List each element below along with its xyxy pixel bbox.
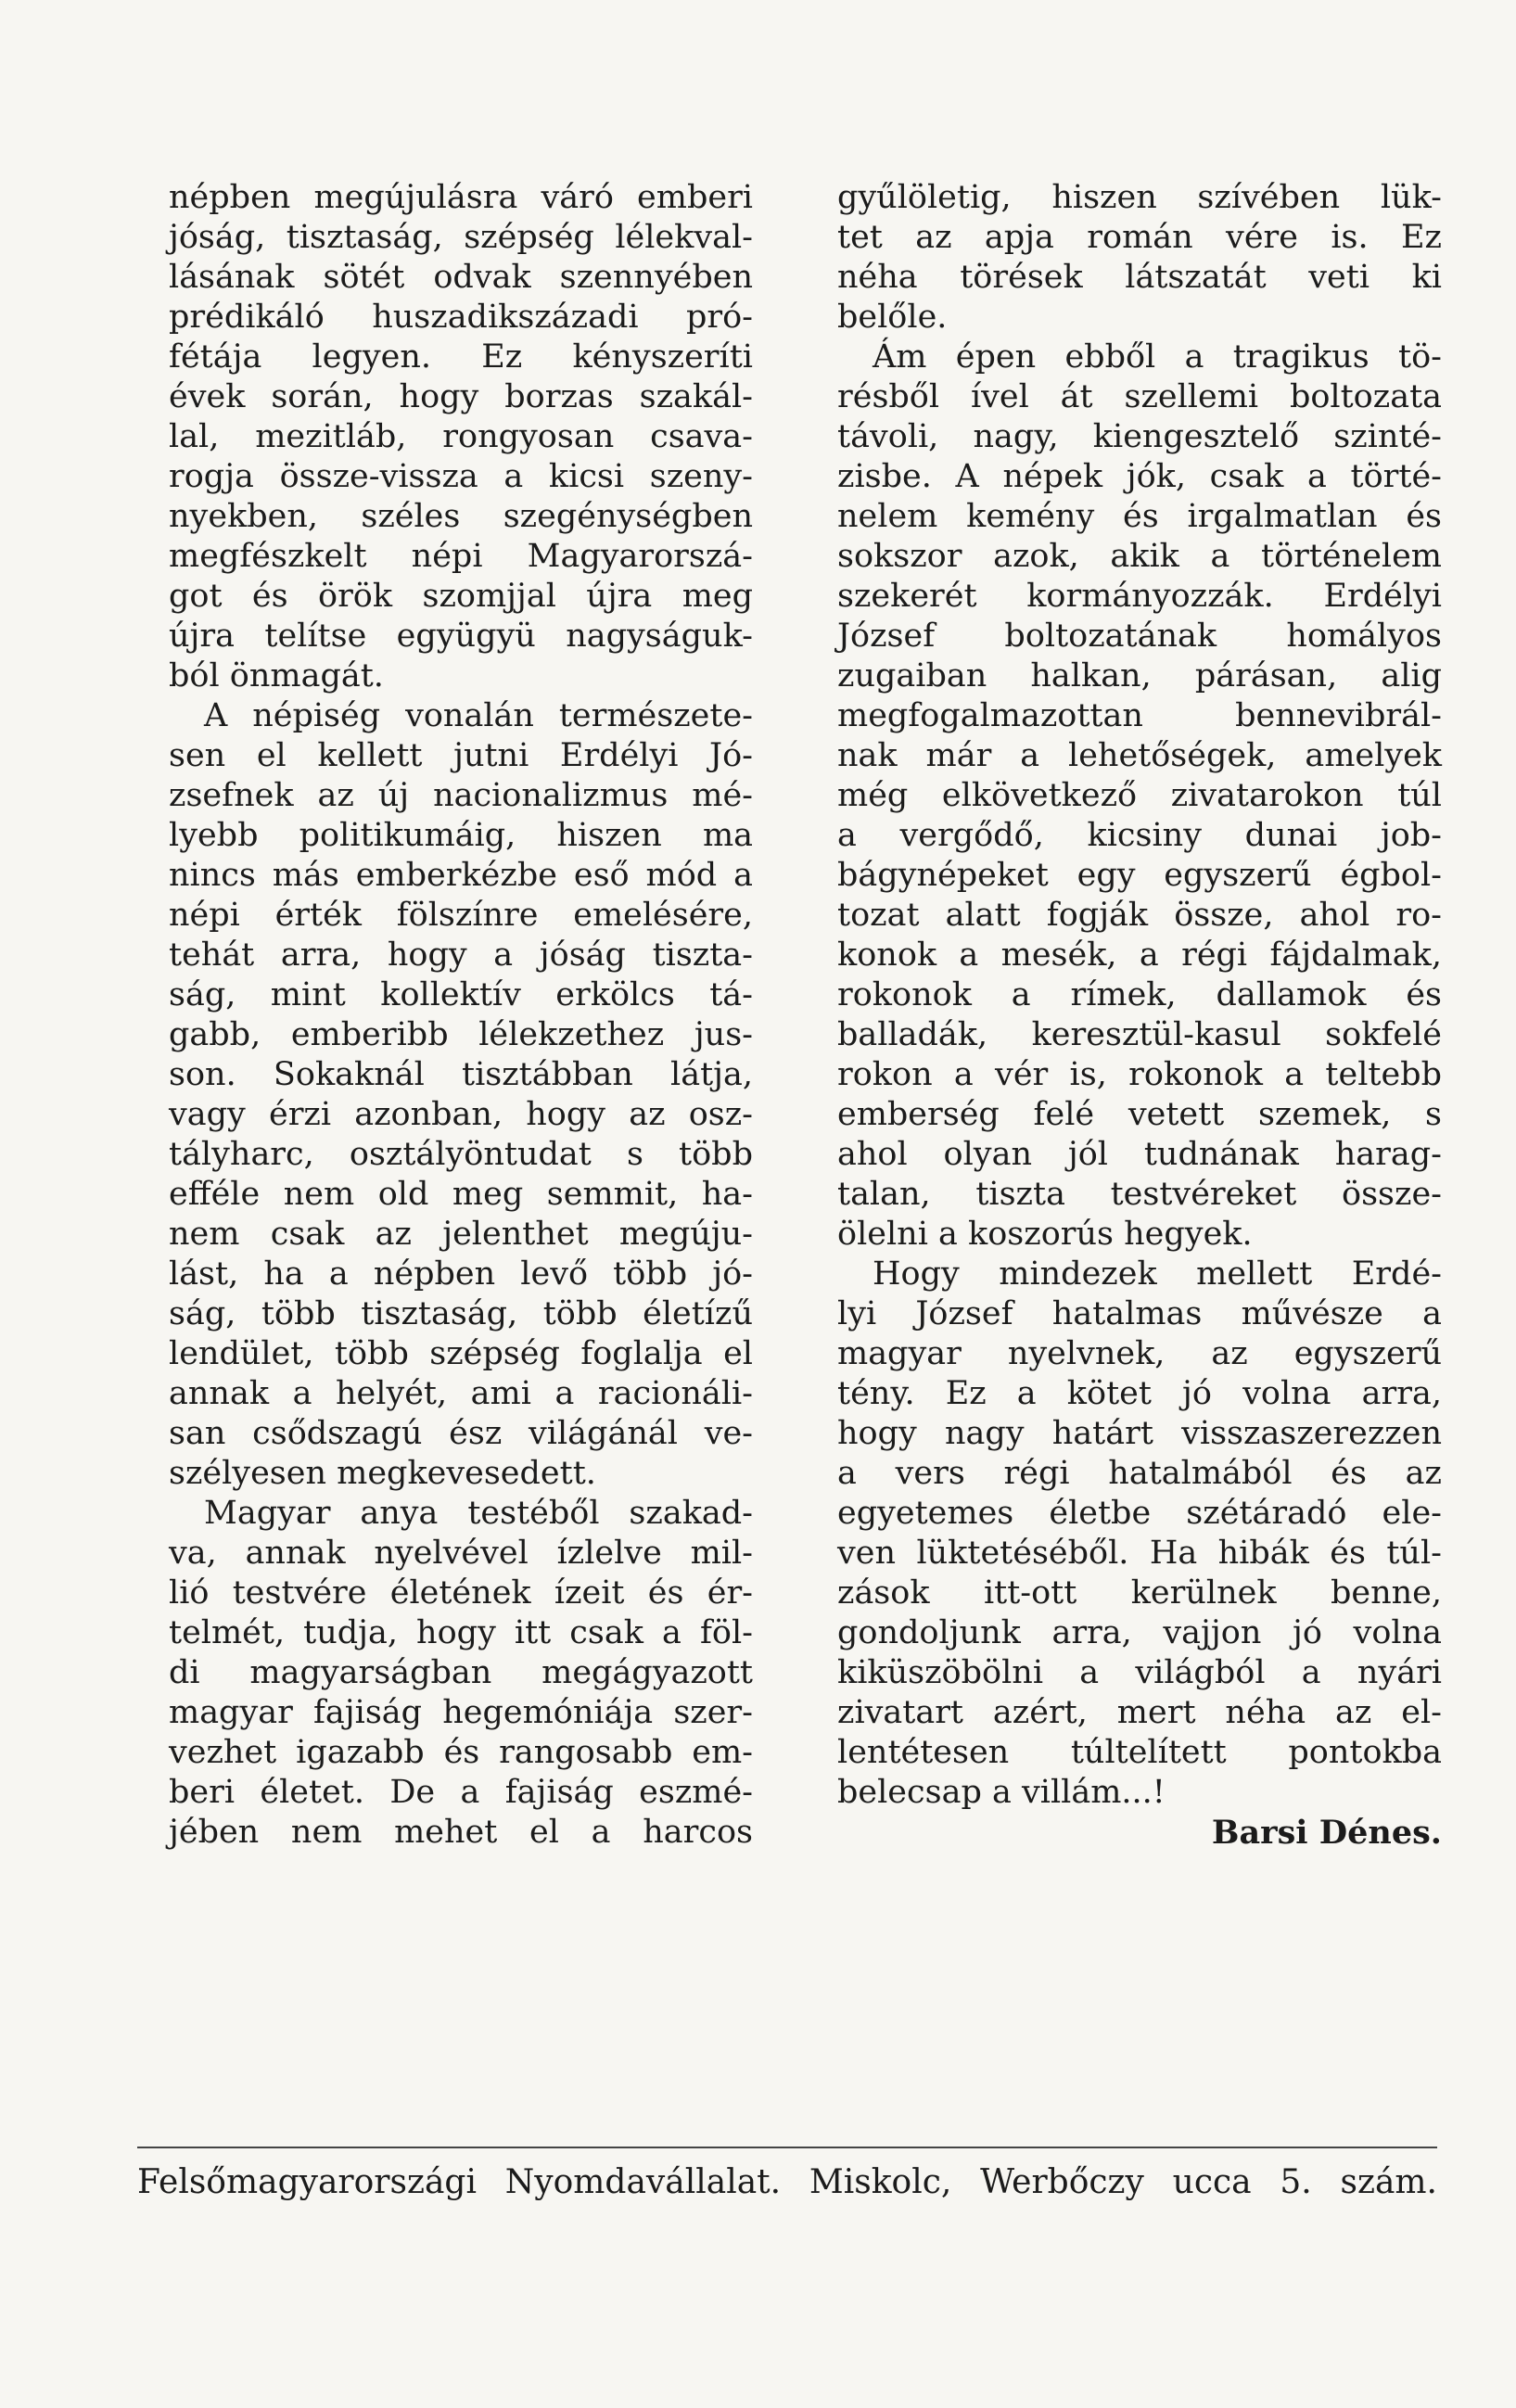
text-line: nak már a lehetőségek, amelyek [837,737,1442,774]
text-line: ság, mint kollektív erkölcs tá- [169,976,753,1013]
text-line: zisbe. A népek jók, csak a törté- [837,458,1442,495]
text-line: prédikáló huszadikszázadi pró- [169,299,753,336]
text-line: got és örök szomjjal újra meg [169,578,753,615]
text-line: belőle. [837,299,948,336]
text-line: szélyesen megkevesedett. [169,1455,596,1492]
text-line: ból önmagát. [169,657,384,694]
text-line: rokon a vér is, rokonok a teltebb [837,1056,1442,1093]
text-line: ság, több tisztaság, több életízű [169,1295,753,1332]
text-line: nincs más emberkézbe eső mód a [169,857,753,894]
text-line: Hogy mindezek mellett Erdé- [873,1255,1442,1293]
text-line: tályharc, osztályöntudat s több [169,1136,753,1173]
text-line: zások itt-ott kerülnek benne, [837,1574,1442,1612]
text-line: megfogalmazottan bennevibrál- [837,697,1442,734]
text-line: vagy érzi azonban, hogy az osz- [169,1096,753,1133]
text-line: lendület, több szépség foglalja el [169,1335,753,1372]
text-line: résből ível át szellemi boltozata [837,378,1442,415]
text-line: jében nem mehet el a harcos [169,1814,753,1851]
text-line: ölelni a koszorús hegyek. [837,1216,1253,1253]
text-line: zugaiban halkan, párásan, alig [837,657,1442,694]
text-line: rogja össze-vissza a kicsi szeny- [169,458,753,495]
text-line: Ám épen ebből a tragikus tö- [873,338,1442,376]
text-line: zivatart azért, mert néha az el- [837,1694,1442,1731]
text-line: magyar fajiság hegemóniája szer- [169,1694,753,1731]
text-line: néha törések látszatát veti ki [837,259,1442,296]
text-line: tozat alatt fogják össze, ahol ro- [837,897,1442,934]
text-line: gyűlöletig, hiszen szívében lük- [837,179,1442,216]
left-column [169,178,753,1853]
text-line: beri életet. De a fajiság eszmé- [169,1774,753,1811]
text-line: lásának sötét odvak szennyében [169,259,753,296]
text-line: sen el kellett jutni Erdélyi Jó- [169,737,753,774]
text-line: belecsap a villám...! [837,1774,1166,1811]
text-line: még elkövetkező zivatarokon túl [837,777,1442,814]
text-line: József boltozatának homályos [837,618,1442,655]
text-line: népi érték fölszínre emelésére, [169,897,753,934]
text-line: A népiség vonalán természete- [204,697,753,734]
text-line: emberség felé vetett szemek, s [837,1096,1442,1133]
text-line: son. Sokaknál tisztábban látja, [169,1056,753,1093]
text-line: lal, mezitláb, rongyosan csava- [169,418,753,455]
text-line: lentétesen túltelített pontokba [837,1734,1442,1771]
text-line: balladák, keresztül-kasul sokfelé [837,1016,1442,1053]
text-line: a vers régi hatalmából és az [837,1455,1442,1492]
text-line: hogy nagy határt visszaszerezzen [837,1415,1442,1452]
text-line: tet az apja román vére is. Ez [837,219,1442,256]
text-line: ven lüktetéséből. Ha hibák és túl- [837,1535,1442,1572]
text-line: lió testvére életének ízeit és ér- [169,1574,753,1612]
text-line: va, annak nyelvével ízlelve mil- [169,1535,753,1572]
text-line: telmét, tudja, hogy itt csak a föl- [169,1614,753,1651]
text-line: zsefnek az új nacionalizmus mé- [169,777,753,814]
text-line: tehát arra, hogy a jóság tiszta- [169,936,753,974]
text-line: újra telítse együgyü nagyságuk- [169,618,753,655]
text-line: efféle nem old meg semmit, ha- [169,1176,753,1213]
text-line: kiküszöbölni a világból a nyári [837,1654,1442,1691]
text-line: megfészkelt népi Magyarorszá- [169,538,753,575]
text-line: nyekben, széles szegénységben [169,498,753,535]
text-line: konok a mesék, a régi fájdalmak, [837,936,1442,974]
text-line: egyetemes életbe szétáradó ele- [837,1495,1442,1532]
text-line: szekerét kormányozzák. Erdélyi [837,578,1442,615]
text-line: ahol olyan jól tudnának harag- [837,1136,1442,1173]
text-line: lyi József hatalmas művésze a [837,1295,1442,1332]
text-line: Magyar anya testéből szakad- [204,1495,753,1532]
text-line: talan, tiszta testvéreket össze- [837,1176,1442,1213]
text-line: di magyarságban megágyazott [169,1654,753,1691]
text-line: nelem kemény és irgalmatlan és [837,498,1442,535]
text-line: a vergődő, kicsiny dunai job- [837,817,1442,854]
footer-divider [137,2147,1437,2148]
printer-imprint: Felsőmagyarországi Nyomdavállalat. Miskolc, Werbőczy ucca 5. szám. [137,2163,1437,2201]
text-line: rokonok a rímek, dallamok és [837,976,1442,1013]
text-line: lyebb politikumáig, hiszen ma [169,817,753,854]
text-line: annak a helyét, ami a racionáli- [169,1375,753,1412]
author-signature: Barsi Dénes. [1211,1814,1442,1852]
right-column [837,178,1442,1853]
text-line: évek során, hogy borzas szakál- [169,378,753,415]
text-line: népben megújulásra váró emberi [169,179,753,216]
text-line: jóság, tisztaság, szépség lélekval- [169,219,753,256]
text-line: távoli, nagy, kiengesztelő szinté- [837,418,1442,455]
text-line: san csődszagú ész világánál ve- [169,1415,753,1452]
text-line: fétája legyen. Ez kényszeríti [169,338,753,376]
text-line: magyar nyelvnek, az egyszerű [837,1335,1442,1372]
text-line: vezhet igazabb és rangosabb em- [169,1734,753,1771]
text-line: bágynépeket egy egyszerű égbol- [837,857,1442,894]
text-line: tény. Ez a kötet jó volna arra, [837,1375,1442,1412]
text-line: gondoljunk arra, vajjon jó volna [837,1614,1442,1651]
text-line: gabb, emberibb lélekzethez jus- [169,1016,753,1053]
text-line: lást, ha a népben levő több jó- [169,1255,753,1293]
text-line: nem csak az jelenthet megúju- [169,1216,753,1253]
text-line: sokszor azok, akik a történelem [837,538,1442,575]
